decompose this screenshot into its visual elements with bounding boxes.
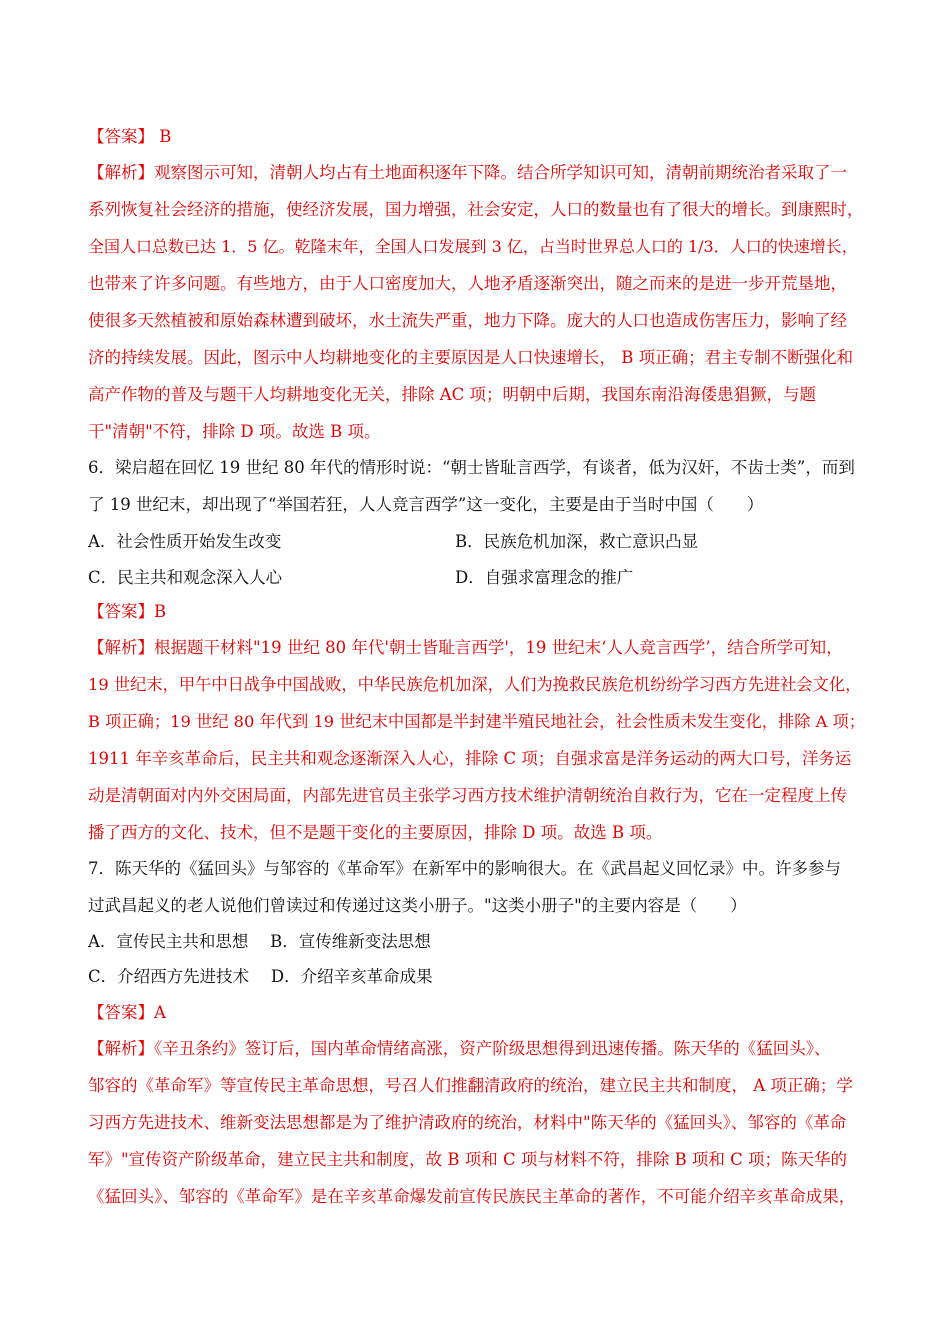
options-ab: A．宣传民主共和思想 B．宣传维新变法思想 [88, 932, 431, 951]
analysis-line: 邹容的《革命军》等宣传民主革命思想，号召人们推翻清政府的统治，建立民主共和制度， A 项正确；学 [88, 1076, 853, 1095]
analysis-line: 1911 年辛亥革命后，民主共和观念逐渐深入人心，排除 C 项；自强求富是洋务运动的两大口号，洋务运 [88, 749, 852, 768]
analysis-line: 也带来了许多问题。有些地方，由于人口密度加大，人地矛盾逐渐突出，随之而来的是进一步开荒垦地， [88, 274, 847, 293]
analysis-line: 使很多天然植被和原始森林遭到破坏，水土流失严重，地力下降。庞大的人口也造成伤害压力，影响了经 [88, 311, 847, 330]
answer-label: 【答案】B [88, 602, 167, 621]
question-6-stem: 6．梁启超在回忆 19 世纪 80 年代的情形时说：“朝士皆耻言西学，有谈者，低为汉奸，不齿士类”，而到 [88, 458, 855, 477]
analysis-line: 《猛回头》、邹容的《革命军》是在辛亥革命爆发前宣传民族民主革命的著作，不可能介绍辛亥革命成果， [88, 1187, 856, 1206]
analysis-line: 【解析】《辛丑条约》签订后，国内革命情绪高涨，资产阶级思想得到迅速传播。陈天华的《猛回头》、 [88, 1039, 831, 1058]
analysis-line: 济的持续发展。因此，图示中人均耕地变化的主要原因是人口快速增长， B 项正确；君主专制不断强化和 [88, 348, 854, 367]
analysis-line: 19 世纪末，甲午中日战争中国战败，中华民族危机加深，人们为挽救民族危机纷纷学习西方先进社会文化， [88, 675, 862, 694]
analysis-line: 系列恢复社会经济的措施，使经济发展，国力增强，社会安定，人口的数量也有了很大的增长。到康熙时， [88, 200, 864, 219]
analysis-line: 动是清朝面对内外交困局面，内部先进官员主张学习西方技术维护清朝统治自救行为，它在一定程度上传 [88, 786, 847, 805]
analysis-line: 播了西方的文化、技术，但不是题干变化的主要原因，排除 D 项。故选 B 项。 [88, 823, 663, 842]
analysis-line: 【解析】根据题干材料"19 世纪 80 年代'朝士皆耻言西学'，19 世纪末‘人人竞言西学’，结合所学可知， [88, 638, 843, 657]
option-d: D．自强求富理念的推广 [455, 568, 634, 587]
analysis-line: 军》"宣传资产阶级革命，建立民主共和制度，故 B 项和 C 项与材料不符，排除 B 项和 C 项；陈天华的 [88, 1150, 848, 1169]
analysis-line: 习西方先进技术、维新变法思想都是为了维护清政府的统治，材料中"陈天华的《猛回头》、邹容的《革命 [88, 1113, 847, 1132]
question-6-stem: 了 19 世纪末，却出现了“举国若狂，人人竞言西学”这一变化，主要是由于当时中国（ ） [88, 495, 764, 514]
option-a: A．社会性质开始发生改变 [88, 532, 282, 551]
analysis-line: 全国人口总数已达 1．5 亿。乾隆末年，全国人口发展到 3 亿，占当时世界总人口的 1/3．人口的快速增长， [88, 237, 858, 256]
option-c: C．民主共和观念深入人心 [88, 568, 283, 587]
options-cd: C．介绍西方先进技术 D．介绍辛亥革命成果 [88, 967, 433, 986]
option-b: B．民族危机加深，救亡意识凸显 [455, 532, 699, 551]
analysis-line: 【解析】观察图示可知，清朝人均占有土地面积逐年下降。结合所学知识可知，清朝前期统治者采取了一 [88, 163, 847, 182]
question-7-stem: 过武昌起义的老人说他们曾读过和传递过这类小册子。"这类小册子"的主要内容是（ ） [88, 896, 747, 915]
analysis-line: B 项正确；19 世纪 80 年代到 19 世纪末中国都是半封建半殖民地社会，社会性质未发生变化，排除 A 项； [88, 712, 866, 731]
answer-label: 【答案】 B [88, 127, 172, 146]
question-7-stem: 7．陈天华的《猛回头》与邹容的《革命军》在新军中的影响很大。在《武昌起义回忆录》中。许多参与 [88, 859, 841, 878]
analysis-line: 高产作物的普及与题干人均耕地变化无关，排除 AC 项；明朝中后期，我国东南沿海倭患猖獗，与题 [88, 385, 817, 404]
answer-label: 【答案】A [88, 1003, 166, 1022]
analysis-line: 干"清朝"不符，排除 D 项。故选 B 项。 [88, 422, 381, 441]
